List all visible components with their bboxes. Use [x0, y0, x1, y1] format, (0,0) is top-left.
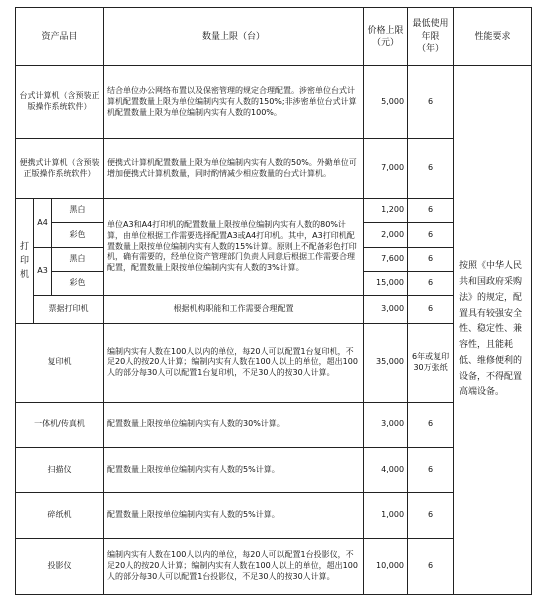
- a3-color-price: 15,000: [364, 271, 408, 295]
- header-price: 价格上限（元）: [364, 8, 408, 66]
- copier-price: 35,000: [364, 324, 408, 403]
- desktop-price: 5,000: [364, 66, 408, 138]
- laptop-price: 7,000: [364, 138, 408, 198]
- a4-color-years: 6: [408, 223, 454, 247]
- ticket-printer-desc: 根据机构职能和工作需要合理配置: [104, 295, 364, 323]
- ticket-printer-name: 票据打印机: [34, 295, 104, 323]
- copier-name: 复印机: [16, 324, 104, 403]
- fax-years: 6: [408, 402, 454, 447]
- printer-label: 打印机: [16, 199, 34, 324]
- a4-black-price: 1,200: [364, 199, 408, 223]
- scanner-price: 4,000: [364, 447, 408, 492]
- scanner-years: 6: [408, 447, 454, 492]
- header-row: [16, 8, 532, 66]
- fax-price: 3,000: [364, 402, 408, 447]
- header-quantity: 数量上限（台）: [104, 8, 364, 66]
- header-category: 资产品目: [16, 8, 104, 66]
- laptop-years: 6: [408, 138, 454, 198]
- header-years: 最低使用年限（年）: [408, 8, 454, 66]
- projector-years: 6: [408, 538, 454, 594]
- ticket-printer-price: 3,000: [364, 295, 408, 323]
- shredder-price: 1,000: [364, 493, 408, 538]
- desktop-years: 6: [408, 66, 454, 138]
- a4-color-label: 彩色: [52, 223, 104, 247]
- asset-standard-table: [15, 7, 532, 595]
- projector-name: 投影仪: [16, 538, 104, 594]
- copier-desc: 编制内实有人数在100人以内的单位，每20人可以配置1台复印机，不足20人的按20人计算；编制内实有人数在100人以上的单位，超出100人的部分每30人可以配置1台复印机，不足30人的按30人计算。: [104, 324, 364, 403]
- scanner-name: 扫描仪: [16, 447, 104, 492]
- scanner-desc: 配置数量上限按单位编制内实有人数的5%计算。: [104, 447, 364, 492]
- fax-desc: 配置数量上限按单位编制内实有人数的30%计算。: [104, 402, 364, 447]
- header-performance: 性能要求: [454, 8, 532, 66]
- laptop-desc: 便携式计算机配置数量上限为单位编制内实有人数的50%。外勤单位可增加便携式计算机数量，同时酌情减少相应数量的台式计算机。: [104, 138, 364, 198]
- shredder-name: 碎纸机: [16, 493, 104, 538]
- shredder-desc: 配置数量上限按单位编制内实有人数的5%计算。: [104, 493, 364, 538]
- a3-black-price: 7,600: [364, 247, 408, 271]
- projector-price: 10,000: [364, 538, 408, 594]
- printer-a4-label: A4: [34, 199, 52, 247]
- projector-desc: 编制内实有人数在100人以内的单位，每20人可以配置1台投影仪，不足20人的按20人计算；编制内实有人数在100人以上的单位，超出100人的部分每30人可以配置1台投影仪，不足30人的按30人计算。: [104, 538, 364, 594]
- a3-black-years: 6: [408, 247, 454, 271]
- desktop-desc: 结合单位办公网络布置以及保密管理的规定合理配置。涉密单位台式计算机配置数量上限为单位编制内实有人数的150%;非涉密单位台式计算机配置数量上限为单位编制内实有人数的100%。: [104, 66, 364, 138]
- a3-color-label: 彩色: [52, 271, 104, 295]
- laptop-name: 便携式计算机（含预装正版操作系统软件）: [16, 138, 104, 198]
- desktop-name: 台式计算机（含预装正版操作系统软件）: [16, 66, 104, 138]
- a4-black-years: 6: [408, 199, 454, 223]
- performance-requirement: 按照《中华人民共和国政府采购法》的规定，配置具有较强安全性、稳定性、兼容性，且能耗低、维修便利的设备，不得配置高端设备。: [454, 66, 532, 595]
- ticket-printer-years: 6: [408, 295, 454, 323]
- table-row-desktop: [16, 66, 532, 138]
- a4-color-price: 2,000: [364, 223, 408, 247]
- a3-color-years: 6: [408, 271, 454, 295]
- printer-desc: 单位A3和A4打印机的配置数量上限按单位编制内实有人数的80%计算，由单位根据工作需要选择配置A3或A4打印机。其中，A3打印机配置数量上限按单位编制内实有人数的15%计算。原则上不配备彩色打印机，确有需要的，经单位资产管理部门负责人同意后根据工作需要合理配置，配置数量上限按单位编制内实有人数的3%计算。: [104, 199, 364, 296]
- a4-black-label: 黑白: [52, 199, 104, 223]
- fax-name: 一体机/传真机: [16, 402, 104, 447]
- printer-a3-label: A3: [34, 247, 52, 295]
- shredder-years: 6: [408, 493, 454, 538]
- a3-black-label: 黑白: [52, 247, 104, 271]
- copier-years: 6年或复印30万张纸: [408, 324, 454, 403]
